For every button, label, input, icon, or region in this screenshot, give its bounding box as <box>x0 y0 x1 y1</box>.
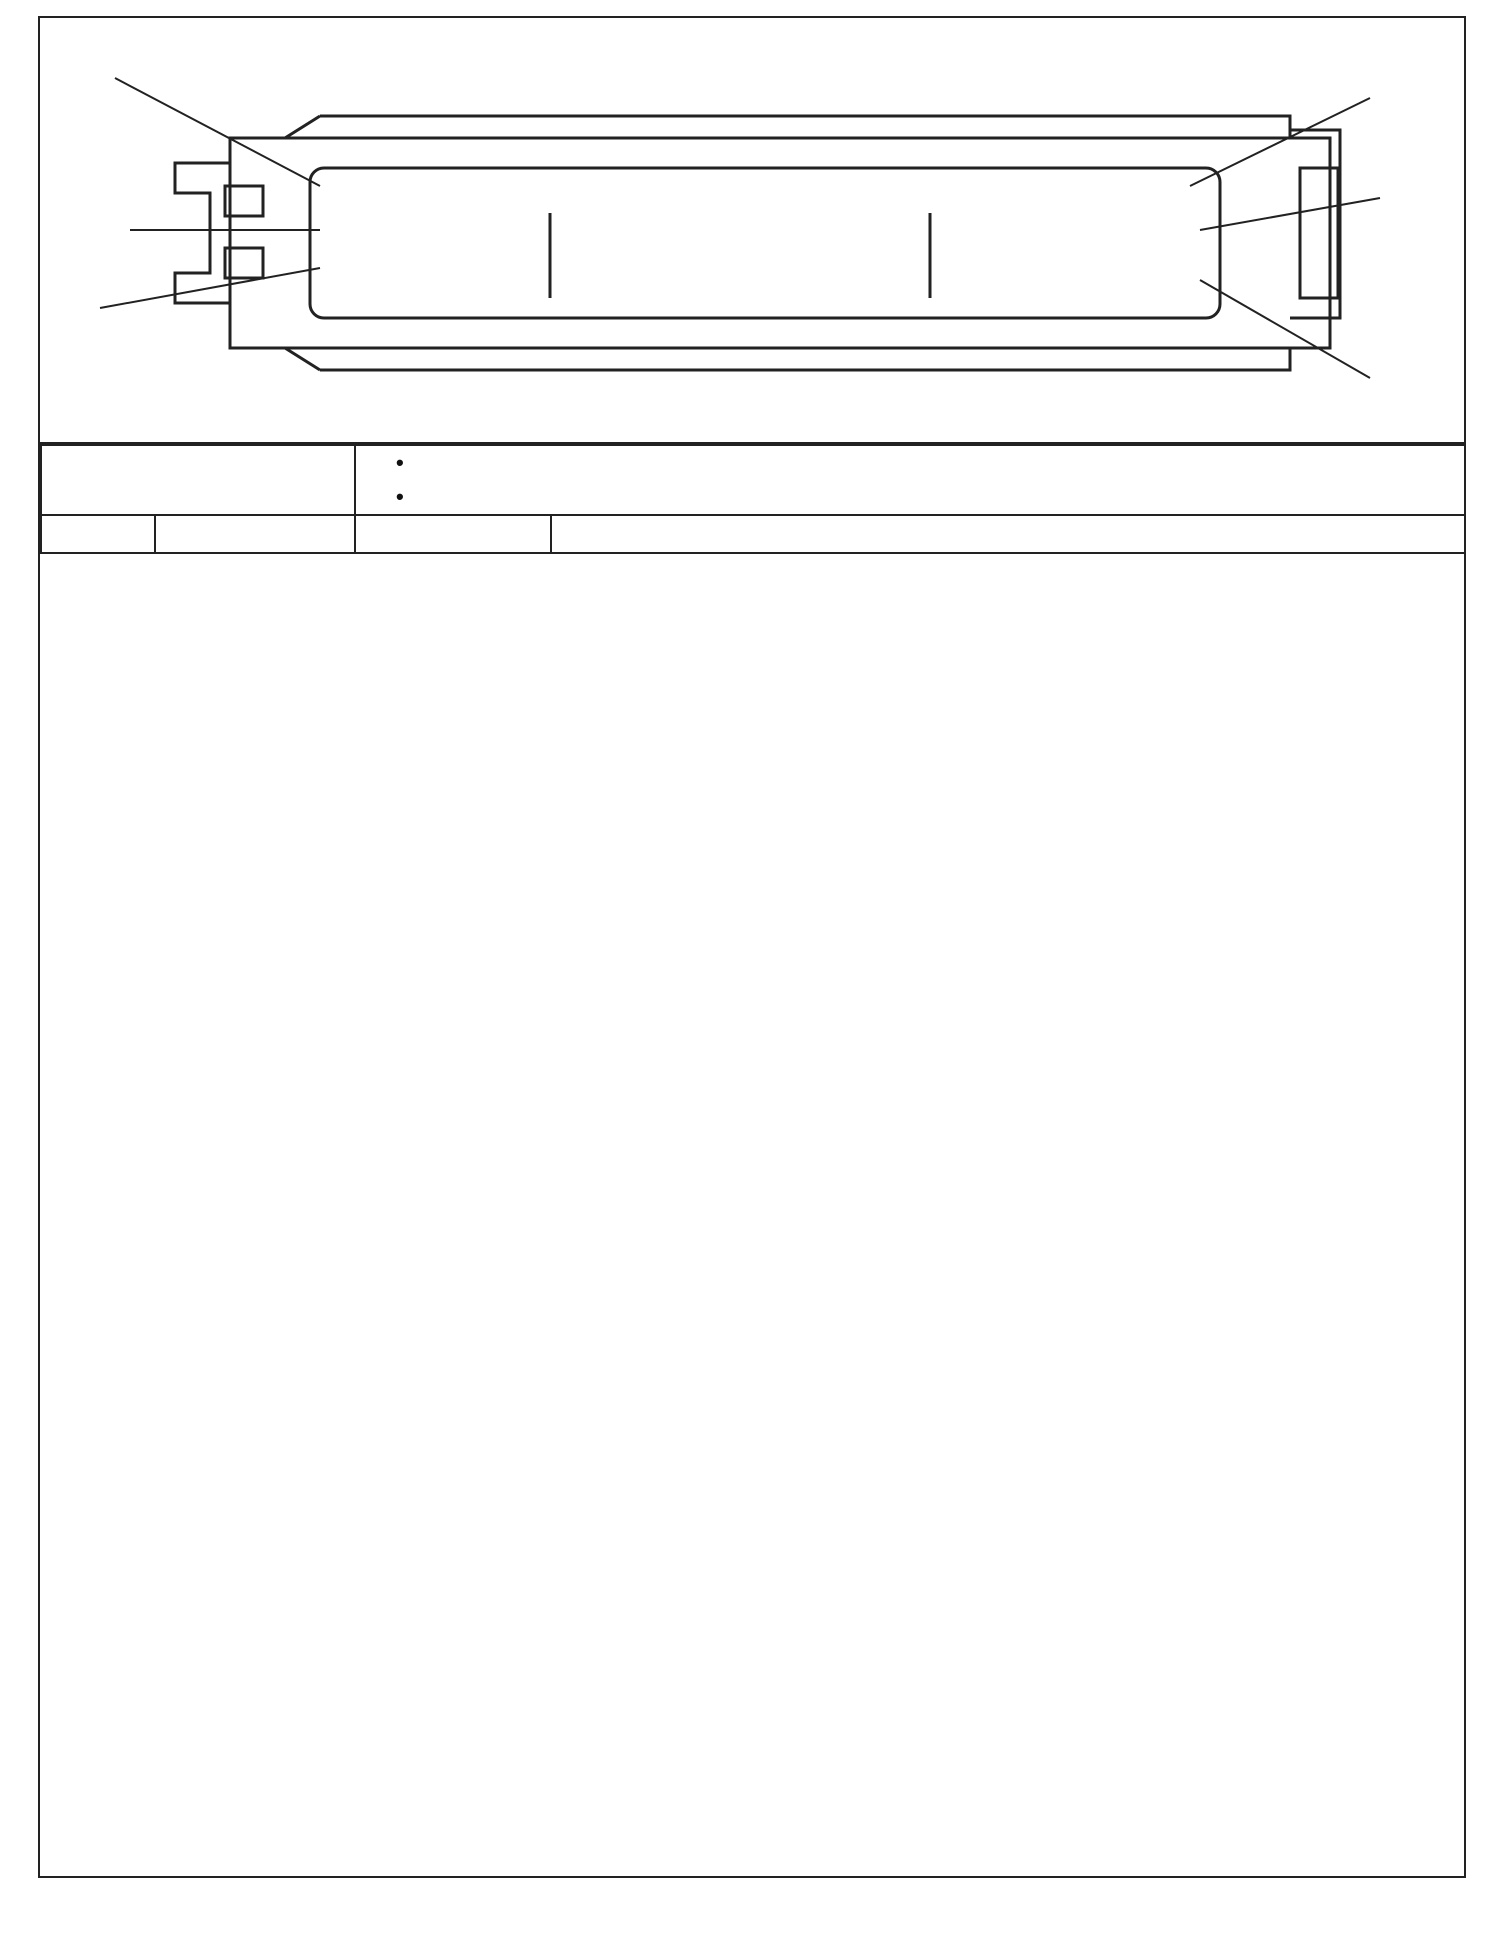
connector-document <box>38 16 1466 1878</box>
connector-info-row <box>41 445 1465 515</box>
connector-info-label <box>41 445 355 515</box>
header-pin <box>41 515 155 553</box>
connector-diagram <box>40 18 1464 444</box>
connector-drawing <box>40 18 1464 442</box>
leader-55 <box>1200 198 1380 230</box>
header-function <box>551 515 1465 553</box>
left-clip <box>175 163 230 303</box>
table-header-row <box>41 515 1465 553</box>
housing-top-edge <box>320 116 1290 138</box>
connector-info-value <box>396 446 1464 480</box>
leader-56 <box>115 78 320 186</box>
header-circuit-no <box>355 515 551 553</box>
leader-28 <box>1200 280 1370 378</box>
connector-info-value <box>396 480 1464 514</box>
connector-info-values <box>355 445 1465 515</box>
leader-88 <box>1190 98 1370 186</box>
housing-bottom-edge <box>320 348 1290 370</box>
header-wire-color <box>155 515 355 553</box>
pinout-table <box>40 444 1466 554</box>
right-latch <box>1300 168 1338 298</box>
pin-cavity <box>310 168 1220 318</box>
right-tab <box>1290 130 1340 318</box>
